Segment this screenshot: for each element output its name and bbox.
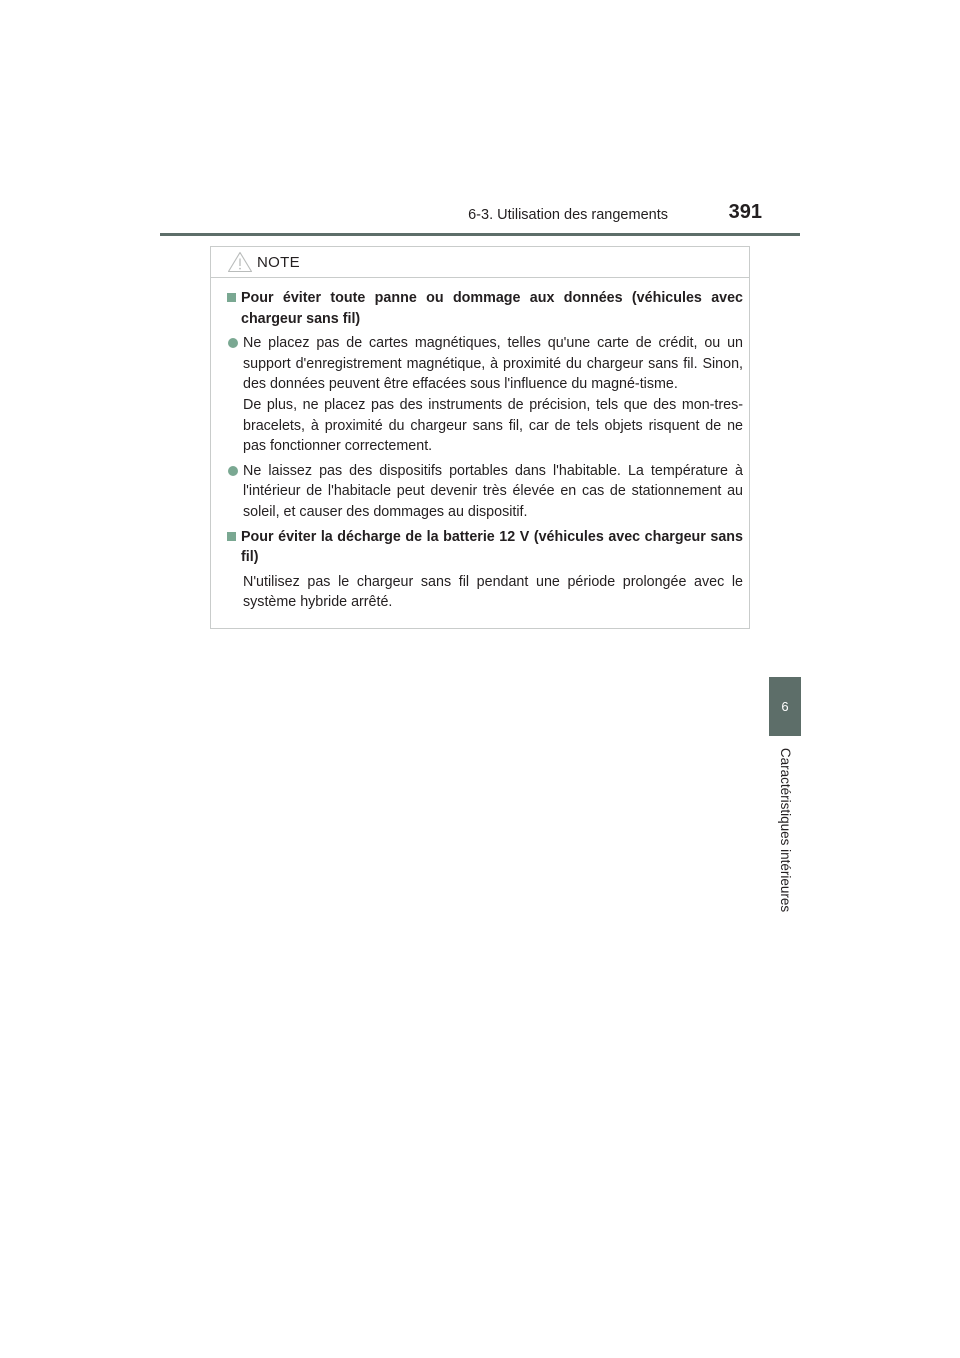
chapter-title: Caractéristiques intérieures	[778, 747, 793, 913]
list-item	[227, 461, 743, 523]
page-number: 391	[728, 201, 762, 223]
warning-triangle-icon	[227, 251, 253, 273]
chapter-number: 6	[781, 699, 789, 714]
list-item-body	[243, 333, 743, 457]
header-rule	[160, 233, 800, 236]
circle-bullet-icon	[228, 338, 238, 348]
section-heading-text: Pour éviter toute panne ou dommage aux données (véhicules avec chargeur sans fil)	[241, 290, 743, 327]
note-label: NOTE	[257, 253, 300, 271]
list-item-continuation: De plus, ne placez pas des instruments de précision, tels que des mon-tres-bracelets, à proximité du chargeur sans fil, car de tels objets risquent de ne pas fonctionner correctement.	[243, 396, 743, 455]
chapter-tab	[769, 677, 801, 736]
list-item-text: Ne laissez pas des dispositifs portables dans l'habitable. La température à l'intérieur de l'habitacle peut devenir très élevée en cas de stationnement au soleil, et causer des dommages au dispositif.	[243, 462, 743, 520]
section-heading	[227, 288, 743, 329]
square-bullet-icon	[227, 293, 236, 302]
section-heading	[227, 527, 743, 568]
list-item-text: Ne placez pas de cartes magnétiques, telles qu'une carte de crédit, ou un support d'enregistrement magnétique, à proximité du chargeur sans fil. Sinon, des données peuvent être effacées sous l'influence du magné-tisme.	[243, 335, 743, 393]
note-box	[210, 246, 750, 629]
circle-bullet-icon	[228, 466, 238, 476]
note-body	[211, 278, 749, 613]
list-item	[227, 333, 743, 457]
square-bullet-icon	[227, 532, 236, 541]
note-header	[211, 247, 749, 278]
section-paragraph: N'utilisez pas le chargeur sans fil pendant une période prolongée avec le système hybride arrêté.	[243, 573, 743, 611]
header-section-title: 6-3. Utilisation des rangements	[468, 207, 668, 223]
section-heading-text: Pour éviter la décharge de la batterie 12 V (véhicules avec chargeur sans fil)	[241, 528, 743, 566]
